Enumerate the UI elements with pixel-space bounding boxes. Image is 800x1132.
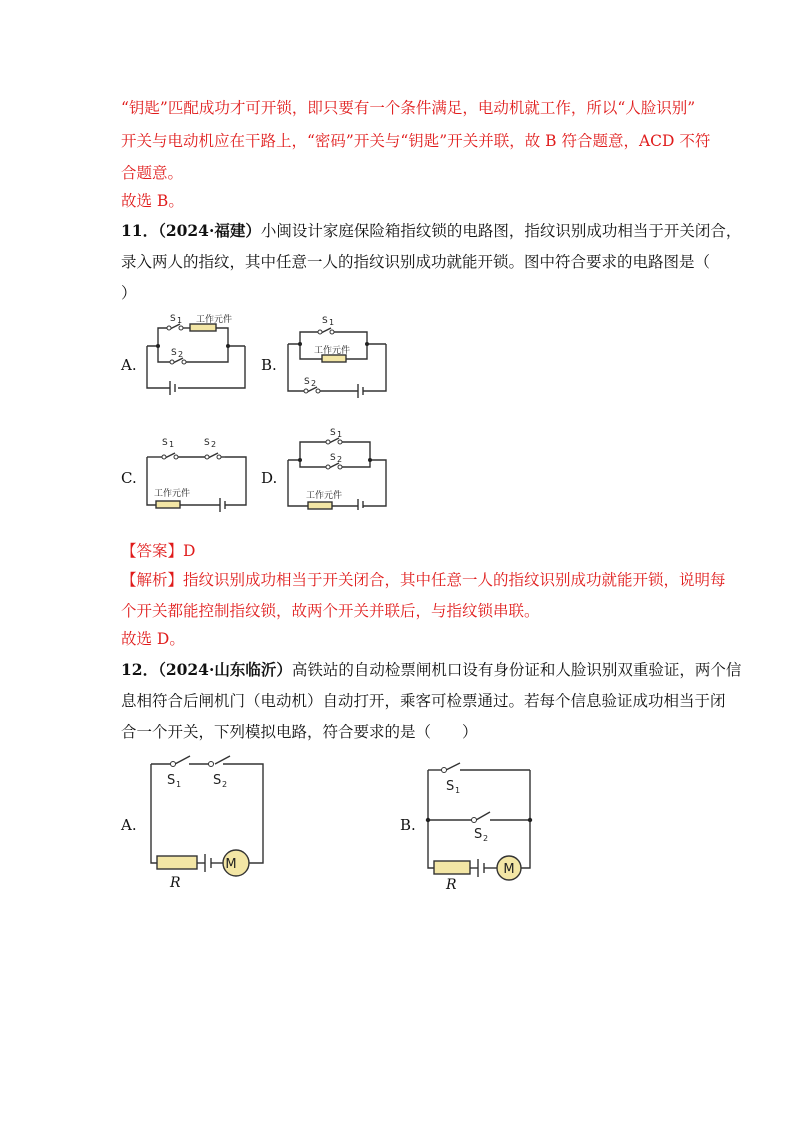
q11-b-s2-sub: 2 <box>311 379 317 388</box>
q11-circuit-d <box>280 420 395 510</box>
q11-option-b[interactable]: B. <box>261 356 277 374</box>
q12-a-s1-label: S <box>167 773 176 788</box>
q11-c-element-label: 工作元件 <box>154 489 191 499</box>
q11-option-c[interactable]: C. <box>121 469 137 487</box>
q11-c-s1-label: S <box>162 438 168 448</box>
q11-b-s1-label: S <box>322 316 328 326</box>
prev-explanation-line-2: 开关与电动机应在干路上，“密码”开关与“钥匙”开关并联，故 B 符合题意，ACD 不符 <box>121 132 711 150</box>
q11-answer-tag: 【答案】 <box>121 542 184 560</box>
q11-d-s1-label: S <box>330 428 336 438</box>
q11-conclusion: 故选 D。 <box>121 630 185 648</box>
prev-conclusion: 故选 B。 <box>121 192 184 210</box>
q11-number: 11． <box>121 221 159 240</box>
q11-c-s1-sub: 1 <box>169 440 175 449</box>
q11-source: （2024·福建） <box>158 221 261 240</box>
q11-option-a[interactable]: A. <box>121 356 137 374</box>
q11-option-d[interactable]: D. <box>261 469 278 487</box>
q11-analysis-tag: 【解析】 <box>121 571 184 589</box>
q12-a-s1-sub: 1 <box>176 780 182 789</box>
q11-stem-line-3: ） <box>121 284 137 302</box>
q11-d-s1-sub: 1 <box>337 430 343 439</box>
prev-explanation-line-1: “钥匙”匹配成功才可开锁，即只要有一个条件满足，电动机就工作，所以“人脸识别” <box>121 99 696 117</box>
q12-stem-line-1 <box>121 660 741 680</box>
q11-c-s2-label: S <box>204 438 210 448</box>
q11-circuit-b <box>280 308 395 400</box>
prev-explanation-line-3: 合题意。 <box>121 164 184 182</box>
q12-a-s2-label: S <box>213 773 222 788</box>
q11-a-s2-sub: 2 <box>178 350 184 359</box>
q11-a-element-label: 工作元件 <box>196 315 233 325</box>
q11-a-s1-sub: 1 <box>177 316 183 325</box>
q11-b-element-label: 工作元件 <box>314 346 351 356</box>
q12-a-resistor-label: R <box>170 875 181 891</box>
q11-d-s2-sub: 2 <box>337 455 343 464</box>
q12-b-s2-sub: 2 <box>483 834 489 843</box>
q12-circuit-a <box>145 748 270 893</box>
q11-answer <box>121 541 195 561</box>
q12-source: （2024·山东临沂） <box>158 660 292 679</box>
q12-b-motor-label: M <box>503 862 515 877</box>
q12-number: 12． <box>121 660 159 679</box>
q11-text-1: 小闽设计家庭保险箱指纹锁的电路图，指纹识别成功相当于开关闭合， <box>260 222 742 240</box>
q11-d-s2-label: S <box>330 453 336 463</box>
q12-b-s1-label: S <box>446 779 455 794</box>
q12-b-s1-sub: 1 <box>455 786 461 795</box>
q11-stem-line-1 <box>121 221 741 241</box>
q12-option-a[interactable]: A. <box>121 816 137 834</box>
q12-stem-line-3: 合一个开关，下列模拟电路，符合要求的是（ ） <box>121 723 478 741</box>
q12-text-1: 高铁站的自动检票闸机口设有身份证和人脸识别双重验证，两个信 <box>291 661 742 679</box>
q12-b-s2-label: S <box>474 827 483 842</box>
q11-circuit-a <box>140 308 255 400</box>
q11-analysis-line-2: 个开关都能控制指纹锁，故两个开关并联后，与指纹锁串联。 <box>121 602 540 620</box>
q12-a-motor-label: M <box>225 857 237 872</box>
q12-circuit-b <box>422 758 547 893</box>
q11-analysis-text-1: 指纹识别成功相当于开关闭合，其中任意一人的指纹识别成功就能开锁，说明每 <box>183 571 726 589</box>
q11-b-s1-sub: 1 <box>329 318 335 327</box>
q12-stem-line-2: 息相符合后闸机门（电动机）自动打开，乘客可检票通过。若每个信息验证成功相当于闭 <box>121 692 726 710</box>
q11-c-s2-sub: 2 <box>211 440 217 449</box>
q12-b-resistor-label: R <box>446 877 457 893</box>
q11-analysis-line-1 <box>121 570 726 590</box>
q12-a-s2-sub: 2 <box>222 780 228 789</box>
q11-stem-line-2: 录入两人的指纹，其中任意一人的指纹识别成功就能开锁。图中符合要求的电路图是（ <box>121 253 711 271</box>
q11-circuit-c <box>140 430 255 515</box>
q11-answer-value: D <box>183 542 196 560</box>
q11-b-s2-label: S <box>304 377 310 387</box>
q11-d-element-label: 工作元件 <box>306 491 343 501</box>
q12-option-b[interactable]: B. <box>400 816 416 834</box>
q11-a-s1-label: S <box>170 314 176 324</box>
q11-a-s2-label: S <box>171 348 177 358</box>
